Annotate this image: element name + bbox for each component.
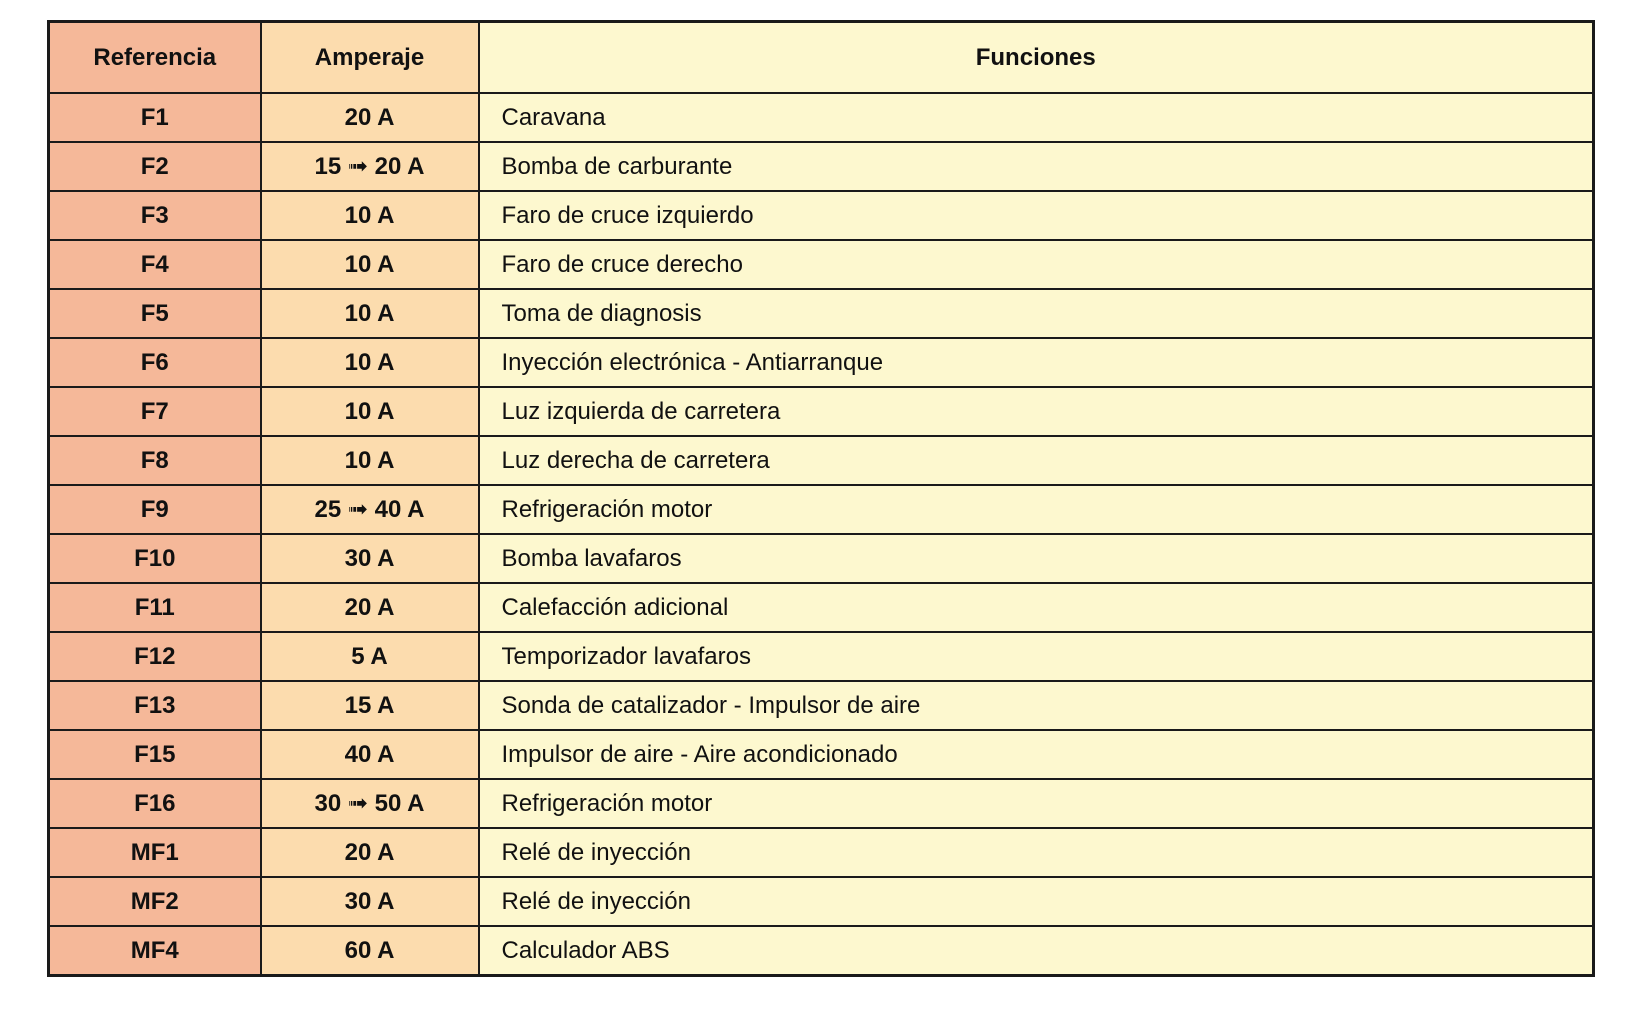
cell-amperaje: 10 A xyxy=(261,387,479,436)
table-row xyxy=(49,436,1594,485)
cell-funciones: Luz izquierda de carretera xyxy=(479,387,1594,436)
header-referencia: Referencia xyxy=(49,22,261,94)
cell-referencia: F5 xyxy=(49,289,261,338)
header-funciones: Funciones xyxy=(479,22,1594,94)
cell-funciones: Toma de diagnosis xyxy=(479,289,1594,338)
cell-funciones: Faro de cruce izquierdo xyxy=(479,191,1594,240)
cell-amperaje: 20 A xyxy=(261,583,479,632)
table-row xyxy=(49,240,1594,289)
cell-amperaje: 30 A xyxy=(261,877,479,926)
cell-funciones: Relé de inyección xyxy=(479,877,1594,926)
cell-referencia: F4 xyxy=(49,240,261,289)
cell-referencia: F7 xyxy=(49,387,261,436)
cell-funciones: Luz derecha de carretera xyxy=(479,436,1594,485)
table-row xyxy=(49,338,1594,387)
cell-referencia: F11 xyxy=(49,583,261,632)
cell-amperaje: 10 A xyxy=(261,338,479,387)
table-row xyxy=(49,93,1594,142)
cell-funciones: Calculador ABS xyxy=(479,926,1594,976)
table-row xyxy=(49,877,1594,926)
cell-funciones: Refrigeración motor xyxy=(479,779,1594,828)
table-row xyxy=(49,142,1594,191)
cell-referencia: F1 xyxy=(49,93,261,142)
header-row xyxy=(49,22,1594,94)
cell-referencia: F9 xyxy=(49,485,261,534)
cell-amperaje: 10 A xyxy=(261,436,479,485)
table-row xyxy=(49,191,1594,240)
cell-referencia: F10 xyxy=(49,534,261,583)
table-row xyxy=(49,926,1594,976)
cell-referencia: F8 xyxy=(49,436,261,485)
table-header xyxy=(49,22,1594,94)
cell-amperaje: 60 A xyxy=(261,926,479,976)
cell-referencia: F2 xyxy=(49,142,261,191)
cell-referencia: F16 xyxy=(49,779,261,828)
cell-amperaje: 20 A xyxy=(261,93,479,142)
fuse-table xyxy=(47,20,1595,977)
table-row xyxy=(49,681,1594,730)
table-row xyxy=(49,387,1594,436)
cell-amperaje: 30 A xyxy=(261,534,479,583)
cell-amperaje: 25 ➟ 40 A xyxy=(261,485,479,534)
table-row xyxy=(49,583,1594,632)
cell-amperaje: 15 A xyxy=(261,681,479,730)
cell-amperaje: 15 ➟ 20 A xyxy=(261,142,479,191)
table-row xyxy=(49,730,1594,779)
cell-funciones: Temporizador lavafaros xyxy=(479,632,1594,681)
cell-referencia: F12 xyxy=(49,632,261,681)
cell-referencia: MF2 xyxy=(49,877,261,926)
cell-funciones: Caravana xyxy=(479,93,1594,142)
table-body xyxy=(49,93,1594,976)
cell-funciones: Sonda de catalizador - Impulsor de aire xyxy=(479,681,1594,730)
cell-funciones: Relé de inyección xyxy=(479,828,1594,877)
cell-amperaje: 5 A xyxy=(261,632,479,681)
table-row xyxy=(49,779,1594,828)
cell-amperaje: 40 A xyxy=(261,730,479,779)
header-amperaje: Amperaje xyxy=(261,22,479,94)
cell-funciones: Inyección electrónica - Antiarranque xyxy=(479,338,1594,387)
cell-funciones: Bomba lavafaros xyxy=(479,534,1594,583)
table-row xyxy=(49,485,1594,534)
cell-amperaje: 10 A xyxy=(261,240,479,289)
cell-amperaje: 10 A xyxy=(261,191,479,240)
cell-funciones: Faro de cruce derecho xyxy=(479,240,1594,289)
table-row xyxy=(49,534,1594,583)
table-row xyxy=(49,632,1594,681)
cell-referencia: MF4 xyxy=(49,926,261,976)
cell-amperaje: 10 A xyxy=(261,289,479,338)
cell-referencia: F3 xyxy=(49,191,261,240)
table-row xyxy=(49,828,1594,877)
cell-amperaje: 20 A xyxy=(261,828,479,877)
cell-funciones: Impulsor de aire - Aire acondicionado xyxy=(479,730,1594,779)
cell-referencia: F13 xyxy=(49,681,261,730)
table-row xyxy=(49,289,1594,338)
cell-funciones: Calefacción adicional xyxy=(479,583,1594,632)
cell-funciones: Refrigeración motor xyxy=(479,485,1594,534)
cell-funciones: Bomba de carburante xyxy=(479,142,1594,191)
cell-referencia: F6 xyxy=(49,338,261,387)
cell-referencia: F15 xyxy=(49,730,261,779)
cell-referencia: MF1 xyxy=(49,828,261,877)
cell-amperaje: 30 ➟ 50 A xyxy=(261,779,479,828)
